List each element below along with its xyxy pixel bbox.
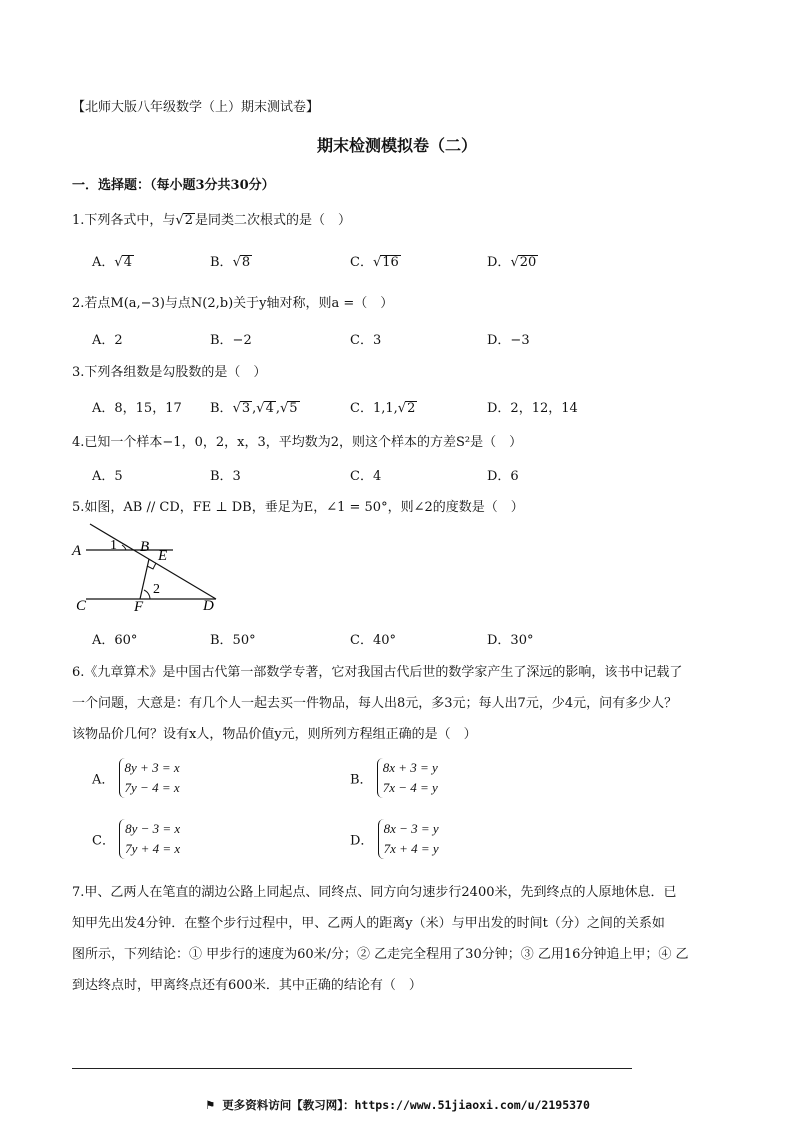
q1-option-d[interactable]: D．√20 (487, 255, 537, 270)
label-f: F (134, 599, 144, 615)
question-7-line-4: 到达终点时，甲离终点还有600米．其中正确的结论有（ ） (72, 978, 422, 993)
q6-option-d[interactable]: D． 8x − 3 = y 7x + 4 = y (350, 819, 439, 859)
q3-option-a[interactable]: A．8，15，17 (92, 401, 182, 416)
question-1-stem: 1.下列各式中，与√2 是同类二次根式的是（ ） (72, 213, 351, 228)
question-6-line-3: 该物品价几何？设有x人，物品价值y元，则所列方程组正确的是（ ） (72, 727, 477, 742)
q2-option-d[interactable]: D．−3 (487, 333, 530, 348)
question-6-line-1: 6.《九章算术》是中国古代第一部数学专著，它对我国古代后世的数学家产生了深远的影响，该书中记载了 (72, 665, 683, 680)
q6-option-c[interactable]: C． 8y − 3 = x 7y + 4 = x (92, 819, 180, 859)
q6-option-b[interactable]: B． 8x + 3 = y 7x − 4 = y (350, 758, 438, 798)
section-heading: 一．选择题：（每小题3分共30分） (72, 178, 275, 193)
label-a: A (72, 543, 82, 559)
q6-option-a[interactable]: A． 8y + 3 = x 7y − 4 = x (92, 758, 180, 798)
flag-icon: ⚑ (205, 1098, 216, 1112)
q2-option-b[interactable]: B．−2 (210, 333, 252, 348)
label-angle-2: 2 (153, 582, 160, 597)
q3-option-b[interactable]: B．√3 ,√4 ,√5 (210, 401, 298, 416)
question-2-stem: 2.若点M(a,−3)与点N(2,b)关于y轴对称，则a =（ ） (72, 296, 394, 311)
q4-option-b[interactable]: B．3 (210, 469, 241, 484)
q2-option-c[interactable]: C．3 (350, 333, 382, 348)
footer-divider (72, 1068, 632, 1069)
question-7-line-2: 知甲先出发4分钟．在整个步行过程中，甲、乙两人的距离y（米）与甲出发的时间t（分）之间的关系如 (72, 916, 665, 931)
q1-option-a[interactable]: A．√4 (92, 255, 132, 270)
q2-option-a[interactable]: A．2 (92, 333, 123, 348)
q5-option-a[interactable]: A．60° (92, 633, 138, 648)
q4-option-d[interactable]: D．6 (487, 469, 519, 484)
q1-option-b[interactable]: B．√8 (210, 255, 251, 270)
q3-option-c[interactable]: C．1,1,√2 (350, 401, 416, 416)
q5-option-c[interactable]: C．40° (350, 633, 396, 648)
q3-option-d[interactable]: D．2，12，14 (487, 401, 578, 416)
q4-option-c[interactable]: C．4 (350, 469, 382, 484)
q5-option-b[interactable]: B．50° (210, 633, 256, 648)
label-e: E (158, 548, 168, 564)
label-angle-1: 1 (110, 538, 117, 553)
q1-option-c[interactable]: C．√16 (350, 255, 399, 270)
question-3-stem: 3.下列各组数是勾股数的是（ ） (72, 365, 267, 380)
question-7-line-3: 图所示，下列结论：① 甲步行的速度为60米/分；② 乙走完全程用了30分钟；③ 乙用16分钟追上甲；④ 乙 (72, 947, 689, 962)
q5-option-d[interactable]: D．30° (487, 633, 534, 648)
angle-2-arc (144, 590, 150, 599)
q4-option-a[interactable]: A．5 (92, 469, 123, 484)
page-title: 期末检测模拟卷（二） (316, 136, 477, 155)
q5-geometry-figure (68, 520, 228, 615)
footer-link[interactable]: ⚑ 更多资料访问【教习网】：https://www.51jiaoxi.com/u/2195370 (205, 1098, 590, 1112)
question-7-line-1: 7.甲、乙两人在笔直的湖边公路上同起点、同终点、同方向匀速步行2400米，先到终点的人原地休息．已 (72, 885, 677, 900)
header-tag: 【北师大版八年级数学（上）期末测试卷】 (72, 100, 320, 115)
label-c: C (76, 598, 87, 614)
question-4-stem: 4.已知一个样本−1，0，2，x，3，平均数为2，则这个样本的方差S²是（ ） (72, 435, 523, 450)
question-6-line-2: 一个问题，大意是：有几个人一起去买一件物品，每人出8元，多3元；每人出7元，少4元，问有多少人？ (72, 696, 678, 711)
question-5-stem: 5.如图，AB // CD，FE ⊥ DB，垂足为E，∠1 = 50°，则∠2的度数是（ ） (72, 500, 524, 515)
label-d: D (203, 598, 214, 614)
label-b: B (140, 539, 150, 555)
